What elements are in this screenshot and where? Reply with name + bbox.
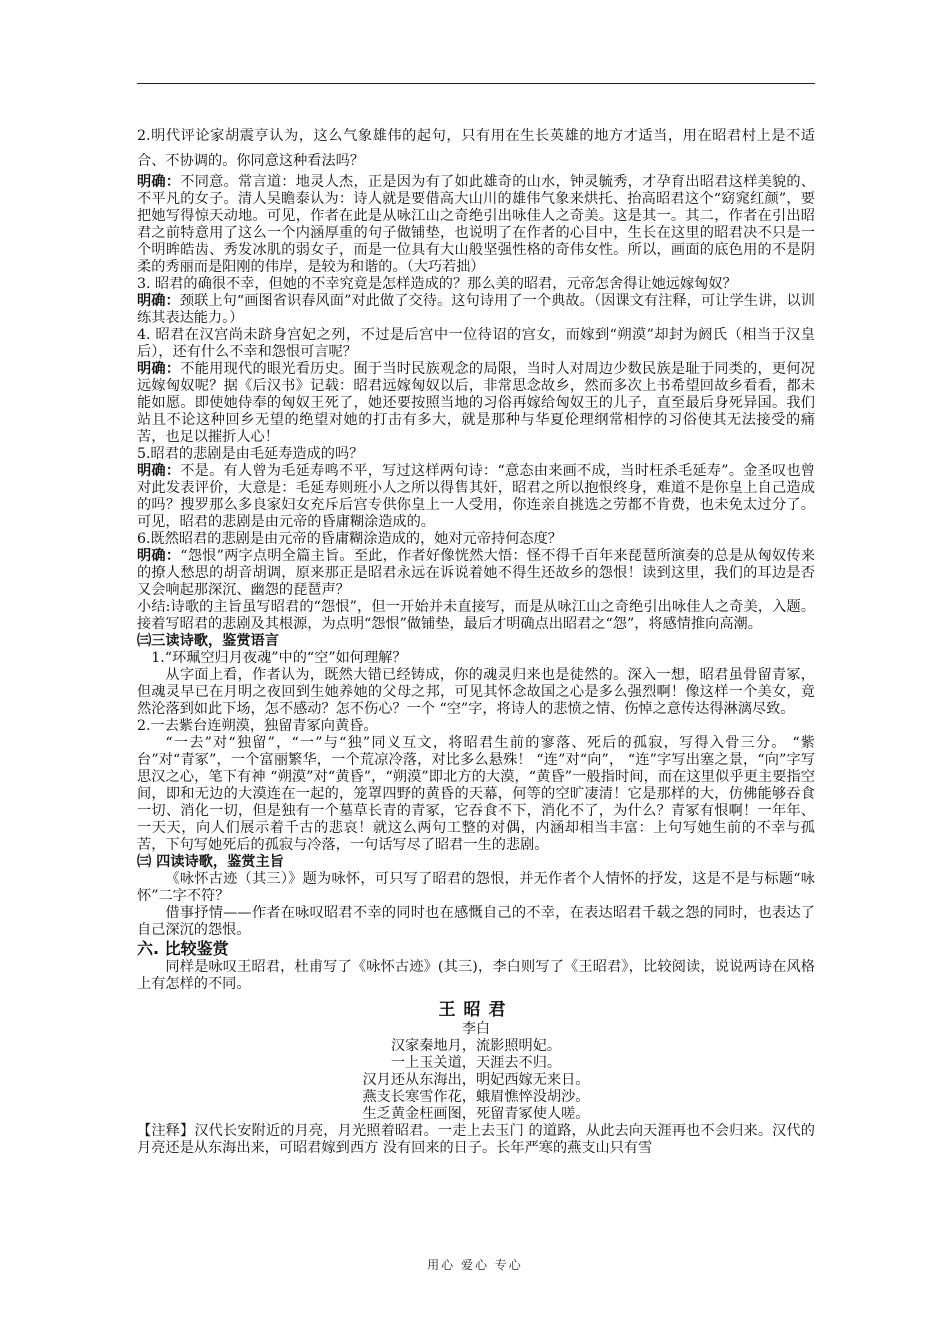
answer-text: 颈联上句“画图省识春风面”对此做了交待。这句诗用了一个典故。（因课文有注释，可让学生讲，以训练其表达能力。） — [137, 293, 815, 326]
answer-6 — [137, 548, 815, 599]
poem-line: 一上玉关道，天涯去不归。 — [390, 1055, 562, 1071]
summary: 小结:诗歌的主旨虽写昭君的“怨恨”，但一开始并未直接写，而是从咏江山之奇绝引出咏佳人之奇美，入题。接着写昭君的悲剧及其根源，为点明“怨恨”做铺垫，最后才明确点出昭君之“怨”，将感情推向高潮。 — [137, 599, 815, 632]
comparison-prompt: 同样是咏叹王昭君，杜甫写了《咏怀古迹》(其三)，李白则写了《王昭君》，比较阅读，说说两诗在风格上有怎样的不同。 — [137, 959, 815, 992]
answer-4 — [137, 361, 815, 446]
question-6: 6.既然昭君的悲剧是由元帝的昏庸糊涂造成的，她对元帝持何态度？ — [137, 531, 562, 547]
answer-label: 明确： — [137, 463, 181, 479]
page-footer: 用心 爱心 专心 — [427, 1258, 523, 1272]
section-heading-3: ㈢三读诗歌，鉴赏语言 — [137, 633, 279, 649]
answer-label: 明确： — [137, 361, 181, 377]
question-5: 5.昭君的悲剧是由毛延寿造成的吗？ — [137, 446, 364, 462]
poem-title: 王昭君 — [438, 1000, 514, 1020]
section-heading-4: ㈢ 四读诗歌，鉴赏主旨 — [137, 854, 284, 870]
poem-notes: 【注释】汉代长安附近的月亮，月光照着昭君。一走上去玉门 的道路，从此去向天涯再也不会归来。汉代的月亮还是从东海出来，可昭君嫁到西方 没有回来的日子。长年严寒的燕支山只有雪 — [137, 1123, 815, 1156]
answer-text: 不能用现代的眼光看历史。囿于当时民族观念的局限，当时人对周边少数民族是耻于同类的，更何况远嫁匈奴呢？据《后汉书》记载：昭君远嫁匈奴以后，非常思念故乡，然而多次上书希望回故乡看看，都未能如愿。即使她侍奉的匈奴王死了，她还要按照当地的习俗再嫁给匈奴王的儿子，直至最后身死异国。我们站且不论这种回乡无望的绝望对她的打击有多大，就是那种与华夏伦理纲常相悖的习俗使其无法接受的痛苦，也足以摧折人心！ — [137, 361, 815, 445]
answer-label: 明确： — [137, 548, 181, 564]
section3-answer-1: 从字面上看，作者认为，既然大错已经铸成，你的魂灵归来也是徒然的。深入一想，昭君虽骨留青冢，但魂灵早已在月明之夜回到生她养她的父母之邦，可见其怀念故国之心是多么强烈啊！像这样一个美女，竟然沦落到如此下场，怎不感动？怎不伤心？一个 “空”字，将诗人的悲愤之情、伤悼之意传达得淋漓尽致。 — [137, 667, 815, 717]
section4-question: 《咏怀古迹（其三）》题为咏怀，可只写了昭君的怨恨，并无作者个人情怀的抒发，这是不是与标题“咏怀”二字不符？ — [137, 871, 815, 904]
question-3: 3. 昭君的确很不幸，但她的不幸究竟是怎样造成的？那么美的昭君，元帝怎舍得让她远嫁匈奴？ — [137, 276, 737, 292]
answer-text: “怨恨”两字点明全篇主旨。至此，作者好像恍然大悟：怪不得千百年来琵琶所演奏的总是从匈奴传来的撩人愁思的胡音胡调，原来那正是昭君永远在诉说着她不得生还故乡的怨恨！读到这里，我们的耳边是否又会响起那深沉、幽怨的琵琶声？ — [137, 548, 815, 598]
section3-question-2: 2.一去紫台连朔漠，独留青冢向黄昏。 — [137, 718, 378, 734]
section3-question-1: 1.“环珮空归月夜魂”中的“空”如何理解？ — [151, 650, 407, 666]
section3-answer-2: “一去”对“独留”，“一”与“独”同义互文，将昭君生前的寥落、死后的孤寂，写得入骨三分。 “紫台”对“青冢”，一个富丽繁华，一个荒凉冷落，对比多么悬殊！ “连”对“向”， “连”字写出塞之景，“向”字写思汉之心，笔下有神 “朔漠”对“黄昏”，“朔漠”即北方的大漠，“黄昏”一般指时间，而在这里似乎更主要指空间，即和无边的大漠连在一起的，笼罩四野的黄昏的天幕，何等的空旷凄清！它是那样的大，仿佛能够吞食一切、消化一切，但是独有一个墓草长青的青冢，它吞食不下，消化不了，为什么？青冢有恨啊！一年年、一天天，向人们展示着千古的悲哀！就这么两句工整的对偶，内涵却相当丰富：上句写她生前的不幸与孤苦，下句写她死后的孤寂与冷落，一句话写尽了昭君一生的悲剧。 — [137, 735, 815, 853]
question-4: 4. 昭君在汉宫尚未跻身宫妃之列，不过是后宫中一位待诏的宫女，而嫁到“朔漠”却封为阏氏（相当于汉皇后），还有什么不幸和怨恨可言呢？ — [137, 327, 815, 360]
poem-author: 李白 — [462, 1021, 490, 1037]
document-body — [137, 124, 815, 1157]
answer-text: 不同意。常言道：地灵人杰，正是因为有了如此雄奇的山水，钟灵毓秀，才孕育出昭君这样美貌的、不平凡的女子。清人吴瞻泰认为：诗人就是要借高大山川的雄伟气象来烘托、抬高昭君这个“窈窕红颜”，要把她写得惊天动地。可见，作者在此是从咏江山之奇绝引出咏佳人之奇美。这是其一。其二，作者在引出昭君之前特意用了这么一个内涵厚重的句子做铺垫，也说明了在作者的心目中，生长在这里的昭君决不只是一个明眸皓齿、秀发冰肌的弱女子，而是一位具有大山般坚强性格的奇伟女性。所以，画面的底色用的不是阴柔的秀丽而是阳刚的伟岸，是较为和谐的。（大巧若拙） — [137, 174, 815, 275]
answer-2 — [137, 174, 815, 276]
answer-label: 明确： — [137, 293, 180, 309]
poem-line: 燕支长寒雪作花，蛾眉憔悴没胡沙。 — [362, 1089, 590, 1105]
poem-line: 生乏黄金枉画图，死留青冢使人嗟。 — [362, 1106, 590, 1122]
poem-block — [137, 999, 815, 1123]
poem-line: 汉家秦地月，流影照明妃。 — [390, 1038, 562, 1054]
answer-5 — [137, 463, 815, 531]
section-heading-6: 六. 比较鉴赏 — [137, 939, 229, 958]
answer-text: 不是。有人曾为毛延寿鸣不平，写过这样两句诗：“意态由来画不成，当时枉杀毛延寿”。金圣叹也曾对此发表评价，大意是：毛延寿则班小人之所以得售其奸，昭君之所以抱恨终身，难道不是你皇上自己造成的吗？搜罗那么多良家妇女充斥后宫专供你皇上一人受用，你连亲自挑选之劳都不肯费，也未免太过分了。可见，昭君的悲剧是由元帝的昏庸糊涂造成的。 — [137, 463, 815, 530]
section4-answer: 借事抒情——作者在咏叹昭君不幸的同时也在感慨自己的不幸，在表达昭君千载之怨的同时，也表达了自己深沉的怨恨。 — [137, 905, 815, 938]
question-2: 2.明代评论家胡震亨认为，这么气象雄伟的起句，只有用在生长英雄的地方才适当，用在昭君村上是不适合、不协调的。你同意这种看法吗？ — [137, 128, 815, 169]
header-rule — [137, 83, 815, 84]
answer-3 — [137, 293, 815, 327]
answer-label: 明确： — [137, 174, 181, 190]
poem-line: 汉月还从东海出，明妃西嫁无来日。 — [362, 1072, 590, 1088]
